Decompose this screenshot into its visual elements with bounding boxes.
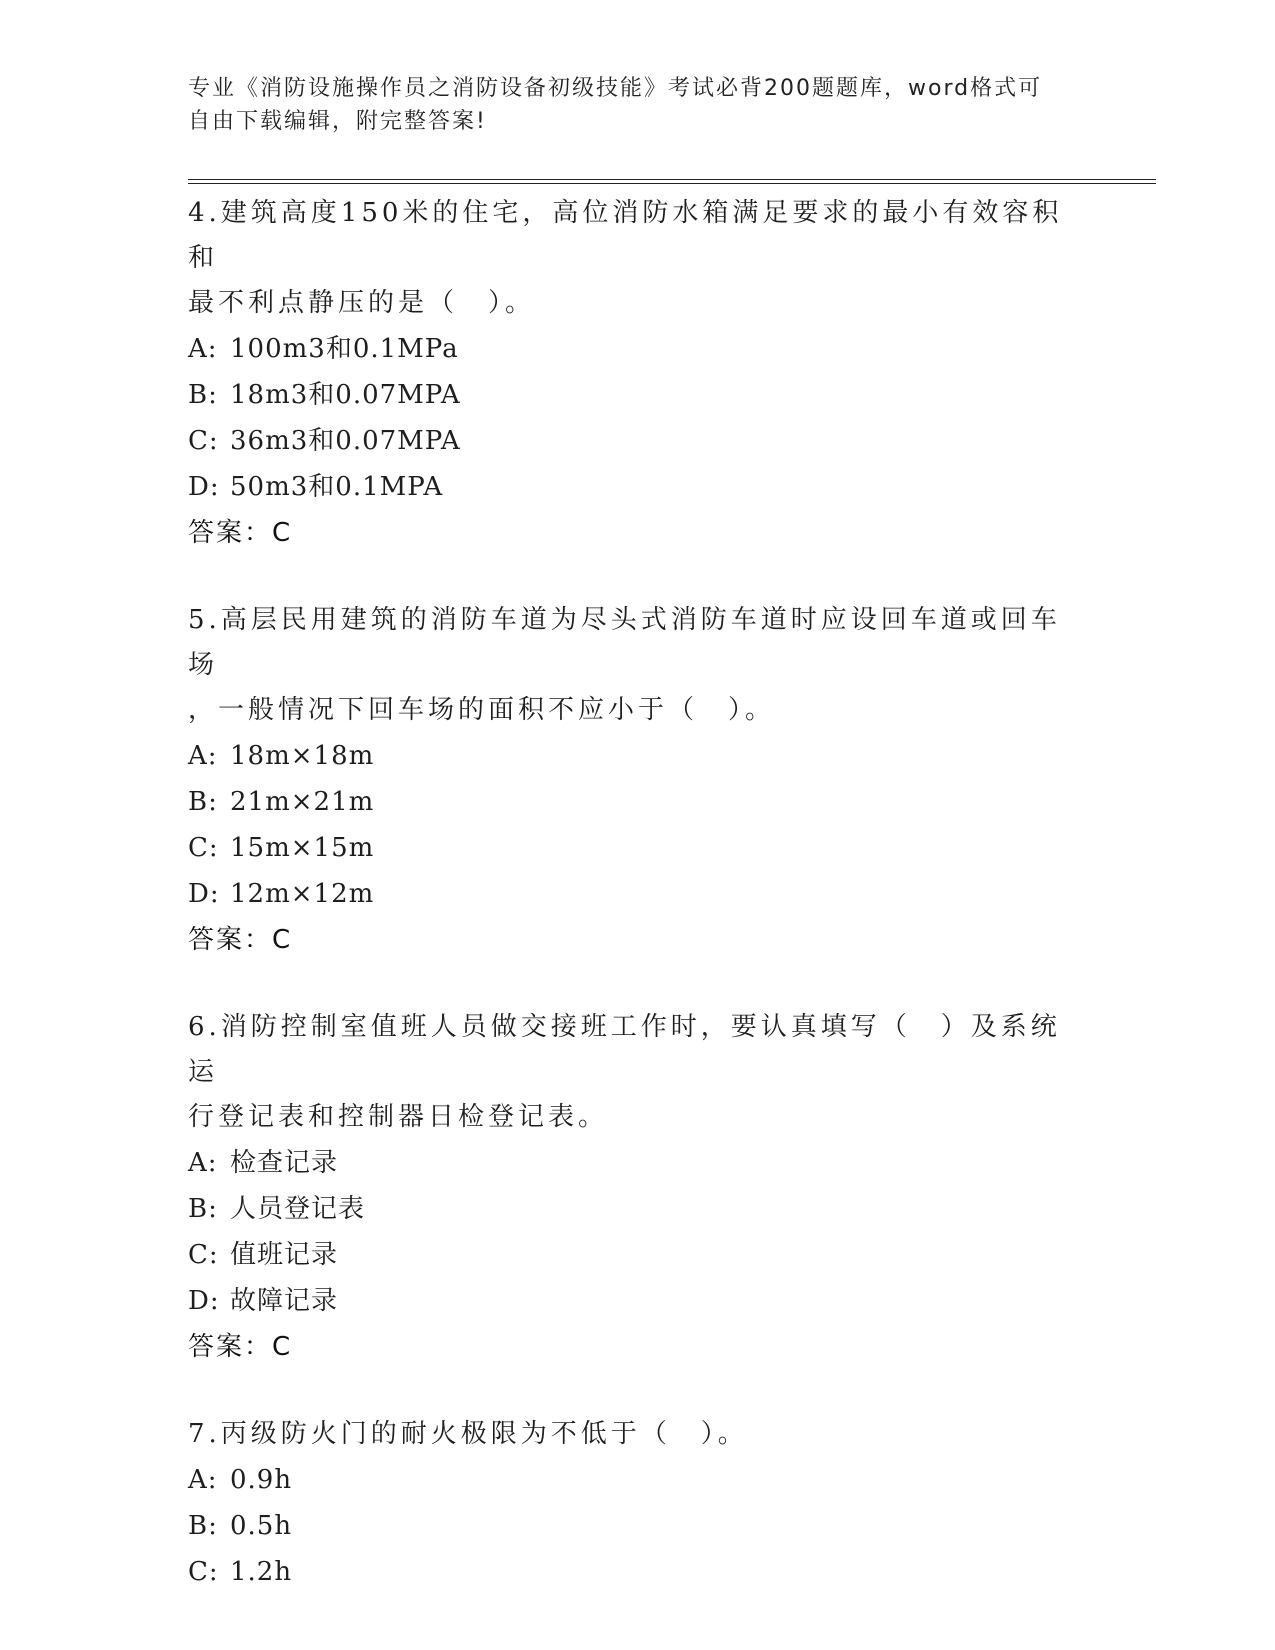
question-stem — [188, 1407, 1088, 1457]
option-letter: C: — [188, 833, 219, 863]
option-letter: B: — [188, 1511, 218, 1541]
question-stem-line: 5.高层民用建筑的消防车道为尽头式消防车道时应设回车道或回车场 — [188, 605, 1061, 680]
option-letter: B: — [188, 787, 218, 817]
question-stem-line: 行登记表和控制器日检登记表。 — [188, 1102, 609, 1132]
option-b — [188, 779, 1088, 825]
header-divider-bottom — [188, 183, 1156, 184]
option-text: 12m×12m — [230, 879, 375, 909]
option-text: 值班记录 — [230, 1240, 339, 1270]
option-letter: C: — [188, 1557, 219, 1587]
option-text: 36m3和0.07MPA — [230, 426, 461, 456]
option-text: 18m3和0.07MPA — [230, 380, 461, 410]
option-c — [188, 1549, 1088, 1595]
option-text: 50m3和0.1MPA — [230, 472, 444, 502]
answer-line: 答案：C — [188, 1332, 293, 1362]
question-7 — [188, 1407, 1088, 1595]
option-b — [188, 372, 1088, 418]
question-stem-line: 最不利点静压的是（ ）。 — [188, 288, 536, 318]
header-line-2: 自由下载编辑，附完整答案! — [188, 109, 487, 134]
option-letter: C: — [188, 1240, 219, 1270]
answer-line: 答案：C — [188, 518, 293, 548]
option-letter: D: — [188, 1286, 220, 1316]
option-text: 0.5h — [230, 1511, 293, 1541]
option-text: 15m×15m — [230, 833, 375, 863]
question-list — [188, 186, 1088, 1632]
option-c — [188, 1232, 1088, 1278]
header-line-1: 专业《消防设施操作员之消防设备初级技能》考试必背200题题库，word格式可 — [188, 76, 1043, 101]
option-a — [188, 1140, 1088, 1186]
option-letter: A: — [188, 334, 218, 364]
question-5 — [188, 593, 1088, 963]
option-d — [188, 871, 1088, 917]
question-stem-line: 4.建筑高度150米的住宅，高位消防水箱满足要求的最小有效容积和 — [188, 198, 1063, 273]
option-d — [188, 464, 1088, 510]
question-stem — [188, 593, 1088, 733]
option-letter: D: — [188, 472, 220, 502]
option-c — [188, 825, 1088, 871]
question-stem — [188, 186, 1088, 326]
option-a — [188, 733, 1088, 779]
option-a — [188, 1457, 1088, 1503]
option-c — [188, 418, 1088, 464]
question-4 — [188, 186, 1088, 556]
option-text: 1.2h — [230, 1557, 293, 1587]
option-a — [188, 326, 1088, 372]
option-letter: A: — [188, 1465, 218, 1495]
option-letter: A: — [188, 741, 218, 771]
option-text: 18m×18m — [230, 741, 375, 771]
question-stem-line: ，一般情况下回车场的面积不应小于（ ）。 — [188, 695, 776, 725]
question-stem-line: 7.丙级防火门的耐火极限为不低于（ ）。 — [188, 1419, 748, 1449]
option-text: 21m×21m — [230, 787, 375, 817]
document-header — [188, 72, 1088, 138]
option-letter: D: — [188, 879, 220, 909]
option-text: 0.9h — [230, 1465, 293, 1495]
option-letter: C: — [188, 426, 219, 456]
option-text: 故障记录 — [230, 1286, 339, 1316]
option-b — [188, 1503, 1088, 1549]
option-letter: B: — [188, 1194, 218, 1224]
question-6 — [188, 1000, 1088, 1370]
option-letter: A: — [188, 1148, 218, 1178]
answer-line: 答案：C — [188, 925, 293, 955]
option-letter: B: — [188, 380, 218, 410]
header-divider-top — [188, 179, 1156, 180]
option-text: 人员登记表 — [230, 1194, 366, 1224]
option-d — [188, 1278, 1088, 1324]
question-stem — [188, 1000, 1088, 1140]
question-stem-line: 6.消防控制室值班人员做交接班工作时，要认真填写（ ）及系统运 — [188, 1012, 1061, 1087]
option-text: 100m3和0.1MPa — [230, 334, 459, 364]
option-b — [188, 1186, 1088, 1232]
option-text: 检查记录 — [230, 1148, 339, 1178]
